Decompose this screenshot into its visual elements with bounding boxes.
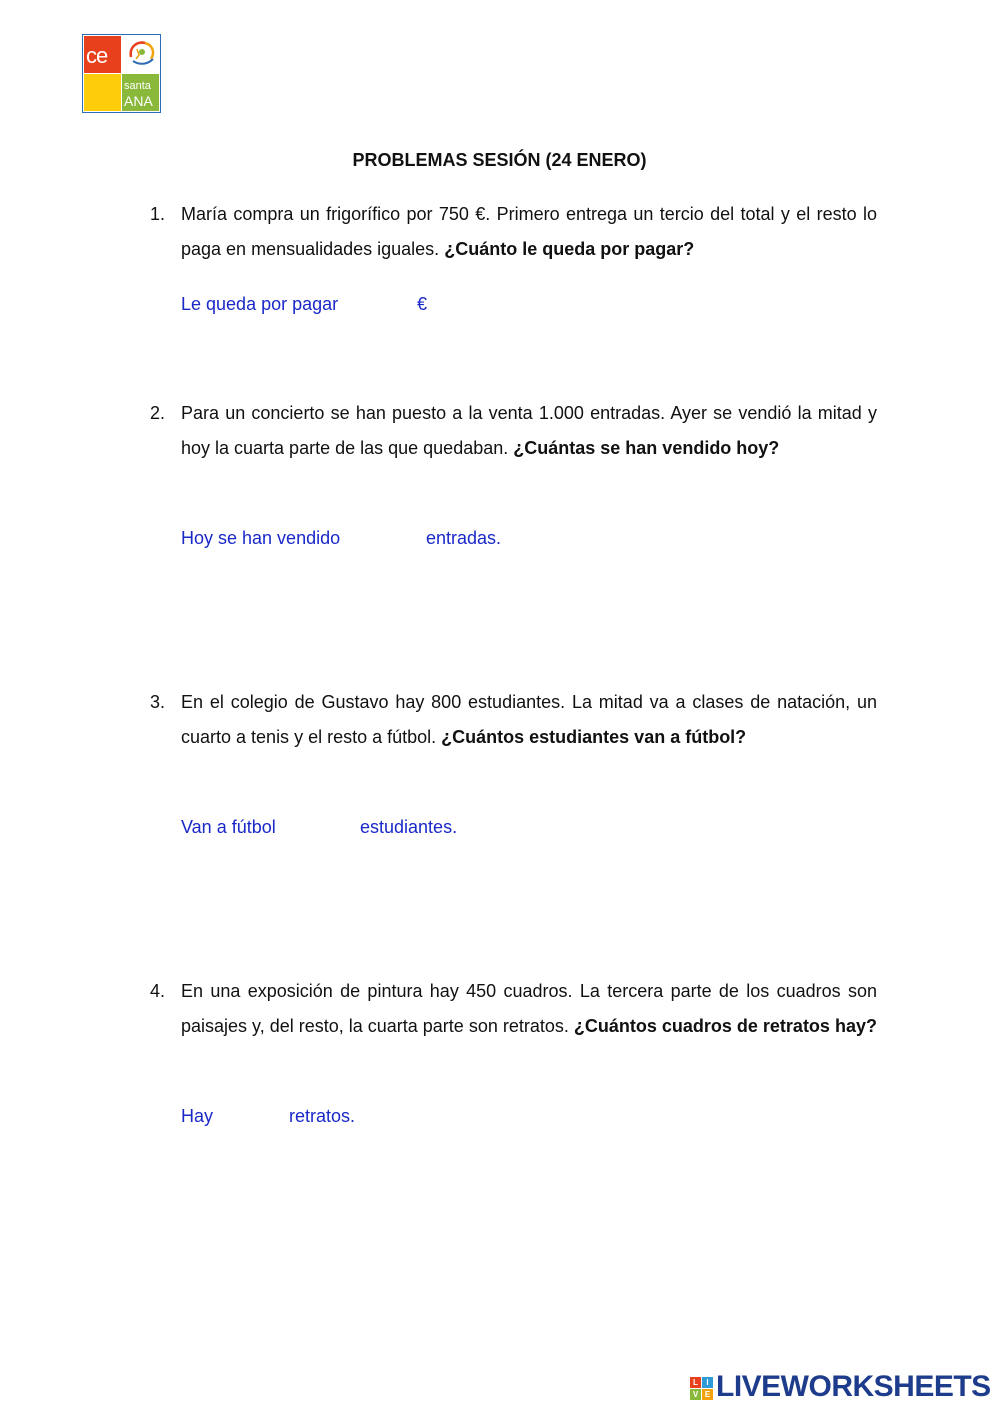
problem-question: ¿Cuántos cuadros de retratos hay? bbox=[573, 1016, 877, 1036]
answer-suffix-2 bbox=[426, 527, 501, 549]
problem-number: 1. bbox=[150, 204, 166, 224]
answer-line-3 bbox=[181, 816, 276, 838]
answer-prefix: Hoy se han vendido bbox=[181, 528, 341, 548]
liveworksheets-logo-icon bbox=[690, 1377, 714, 1401]
page-title: PROBLEMAS SESIÓN (24 ENERO) bbox=[352, 150, 647, 170]
logo-emblem-icon bbox=[123, 37, 160, 73]
problem-statement: En el colegio de Gustavo hay 800 estudiantes. La mitad va a clases de natación, un cuarto a tenis y el resto a fútbol. bbox=[181, 692, 877, 747]
problem-text bbox=[181, 197, 877, 267]
problem-number: 4. bbox=[150, 981, 166, 1001]
answer-suffix: entradas. bbox=[426, 528, 502, 548]
problem-question: ¿Cuántos estudiantes van a fútbol? bbox=[441, 727, 747, 747]
problem-question: ¿Cuántas se han vendido hoy? bbox=[513, 438, 780, 458]
answer-line-1 bbox=[181, 293, 338, 315]
problem-text bbox=[181, 396, 877, 466]
problem-statement: Para un concierto se han puesto a la venta 1.000 entradas. Ayer se vendió la mitad y hoy la cuarta parte de las que quedaban. bbox=[181, 403, 877, 458]
logo-cell: I bbox=[702, 1377, 713, 1388]
logo-ana-text: ANA bbox=[124, 93, 153, 109]
answer-suffix: estudiantes. bbox=[360, 817, 458, 837]
answer-suffix-3 bbox=[360, 816, 457, 838]
answer-suffix: retratos. bbox=[289, 1106, 356, 1126]
problem-2 bbox=[150, 396, 877, 466]
answer-suffix: € bbox=[417, 294, 428, 314]
logo-cell: V bbox=[690, 1389, 701, 1400]
problem-text bbox=[181, 685, 877, 755]
problem-question: ¿Cuánto le queda por pagar? bbox=[444, 239, 695, 259]
logo-ce-text: ce bbox=[86, 43, 108, 68]
answer-prefix: Hay bbox=[181, 1106, 214, 1126]
answer-suffix-1 bbox=[417, 293, 427, 315]
problem-statement: María compra un frigorífico por 750 €. Primero entrega un tercio del total y el resto lo paga en mensualidades iguales. bbox=[181, 204, 877, 259]
liveworksheets-watermark bbox=[690, 1370, 990, 1404]
logo-yellow-square bbox=[84, 74, 121, 111]
problem-4 bbox=[150, 974, 877, 1044]
problem-1 bbox=[150, 197, 877, 267]
school-logo bbox=[82, 34, 161, 113]
answer-prefix: Le queda por pagar bbox=[181, 294, 339, 314]
problem-number: 3. bbox=[150, 692, 166, 712]
answer-line-2 bbox=[181, 527, 340, 549]
logo-cell: L bbox=[690, 1377, 701, 1388]
logo-santa-text: santa bbox=[124, 80, 151, 92]
problem-text bbox=[181, 974, 877, 1044]
problem-3 bbox=[150, 685, 877, 755]
logo-cell: E bbox=[702, 1389, 713, 1400]
problem-statement: En una exposición de pintura hay 450 cuadros. La tercera parte de los cuadros son paisajes y, del resto, la cuarta parte son retratos. bbox=[181, 981, 877, 1036]
answer-prefix: Van a fútbol bbox=[181, 817, 276, 837]
answer-suffix-4 bbox=[289, 1105, 355, 1127]
answer-line-4 bbox=[181, 1105, 213, 1127]
liveworksheets-text: LIVEWORKSHEETS bbox=[716, 1370, 991, 1403]
problem-number: 2. bbox=[150, 403, 166, 423]
